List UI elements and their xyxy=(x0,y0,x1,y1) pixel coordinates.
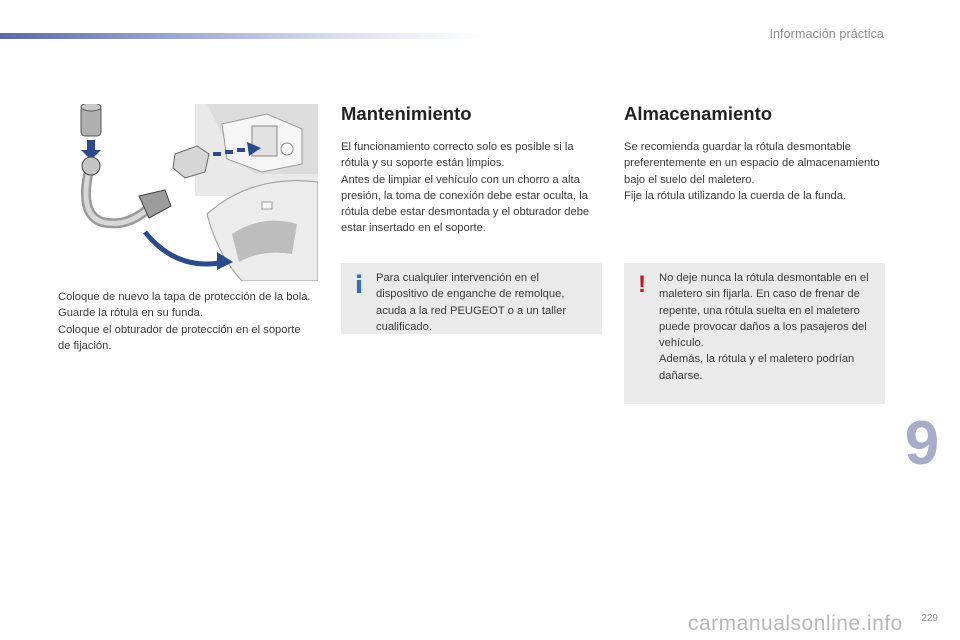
towbar-illustration xyxy=(57,104,318,281)
mantenimiento-title: Mantenimiento xyxy=(341,103,472,124)
almacenamiento-text xyxy=(624,139,886,204)
warning-note-box xyxy=(624,263,885,404)
paragraph: Además, la rótula y el maletero podrían dañarse. xyxy=(659,353,855,382)
warning-note-text xyxy=(659,270,877,384)
caption-line: Guarde la rótula en su funda. xyxy=(58,307,203,320)
section-title: Información práctica xyxy=(769,27,884,41)
info-note-box xyxy=(341,263,602,334)
page-number: 229 xyxy=(921,613,938,624)
paragraph: El funcionamiento correcto solo es posible si la rótula y su soporte están limpios. xyxy=(341,141,574,170)
chapter-number: 9 xyxy=(904,409,940,478)
header-accent-bar xyxy=(0,33,480,39)
paragraph: Se recomienda guardar la rótula desmontable preferentemente en un espacio de almacenamiento bajo el suelo del maletero. xyxy=(624,141,880,186)
paragraph: No deje nunca la rótula desmontable en el maletero sin fijarla. En caso de frenar de repente, una rótula suelta en el maletero puede provocar daños a los pasajeros del vehículo. xyxy=(659,272,869,350)
paragraph: Antes de limpiar el vehículo con un chorro a alta presión, la toma de conexión debe estar oculta, la rótula debe estar desmontada y el obturador debe estar insertado en el soporte. xyxy=(341,173,590,235)
left-caption xyxy=(58,289,313,354)
warning-icon: ! xyxy=(638,271,646,298)
paragraph: Fije la rótula utilizando la cuerda de la funda. xyxy=(624,189,847,202)
watermark: carmanualsonline.info xyxy=(688,612,903,635)
info-note-text: Para cualquier intervención en el dispositivo de enganche de remolque, acuda a la red PEUGEOT o a un taller cualificado. xyxy=(376,272,567,333)
caption-line: Coloque el obturador de protección en el soporte de fijación. xyxy=(58,323,301,352)
mantenimiento-text xyxy=(341,139,603,237)
caption-line: Coloque de nuevo la tapa de protección de la bola. xyxy=(58,291,311,303)
almacenamiento-title: Almacenamiento xyxy=(624,103,773,124)
info-icon: i xyxy=(354,271,364,299)
